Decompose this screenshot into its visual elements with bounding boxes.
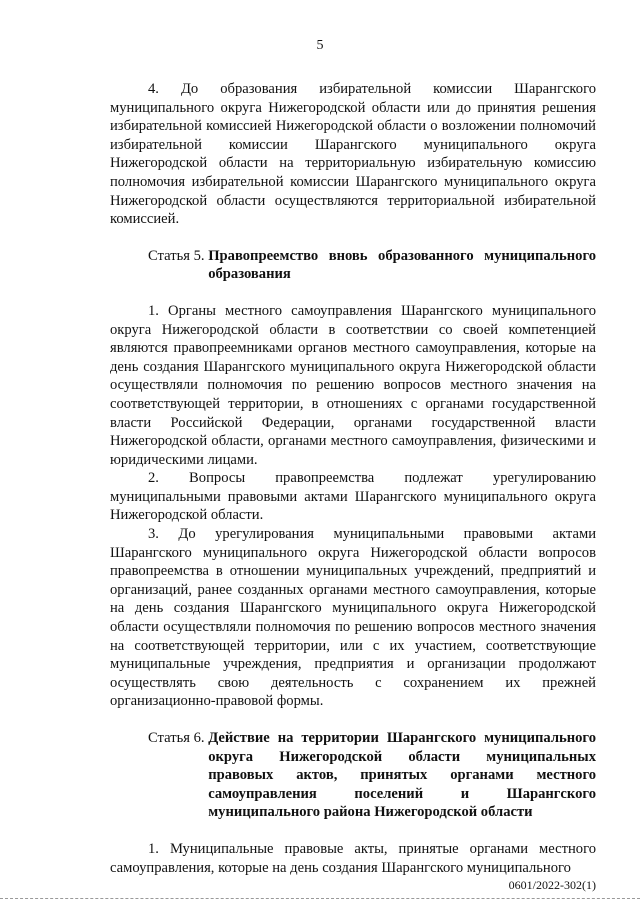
paragraph-4: 4. До образования избирательной комиссии Шарангского муниципального округа Нижегородской области или до принятия решения избирательной комиссией Нижегородской области о возложении полномочий избирательной комиссии Шарангского муниципального округа Нижегородской области на территориальную избирательную комиссию полномочия избирательной комиссии Шарангского муниципального округа Нижегородской области осуществляются территориальной избирательной комиссией. (110, 81, 596, 228)
article-6-title: Действие на территории Шарангского муниципального округа Нижегородской области муниципальных правовых актов, принятых органами местного самоуправления поселений и Шарангского муниципального района Нижегородской области (208, 730, 596, 821)
article-5-heading (110, 247, 596, 284)
article-6-paragraph-1: 1. Муниципальные правовые акты, принятые органами местного самоуправления, которые на день создания Шарангского муниципального (110, 840, 596, 876)
page-number: 5 (316, 38, 324, 53)
article-6-heading (110, 729, 596, 822)
article-5-paragraph-3: 3. До урегулирования муниципальными правовыми актами Шарангского муниципального округа Нижегородской области вопросов правопреемства в отношении муниципальных учреждений, предприятий и организаций, ранее созданных органами местного самоуправления, которые на день создания Шарангского муниципального округа Нижегородской области осуществляли полномочия по решению вопросов местного значения на соответствующей территории, или с их участием, соответствующие муниципальные учреждения, предприятия и организации продолжают осуществлять свою деятельность с сохранением их прежней организационно-правовой формы. (110, 526, 596, 710)
document-code: 0601/2022-302(1) (508, 878, 596, 892)
article-5-paragraph-2: 2. Вопросы правопреемства подлежат урегулированию муниципальными правовыми актами Шарангского муниципального округа Нижегородской области. (110, 470, 596, 524)
article-5-label: Статья 5. (148, 247, 205, 264)
article-6-label: Статья 6. (148, 730, 205, 746)
document-body (110, 80, 596, 877)
scan-edge-line (0, 898, 640, 900)
article-5-paragraph-1: 1. Органы местного самоуправления Шарангского муниципального округа Нижегородской области в соответствии со своей компетенцией являются правопреемниками органов местного самоуправления, которые на день создания Шарангского муниципального округа Нижегородской области осуществляли полномочия по решению вопросов местного значения на соответствующей территории, в отношениях с органами государственной власти Российской Федерации, органами государственной власти Нижегородской области, органами местного самоуправления, физическими и юридическими лицами. (110, 302, 596, 468)
article-5-title: Правопреемство вновь образованного муниципального образования (208, 247, 596, 283)
